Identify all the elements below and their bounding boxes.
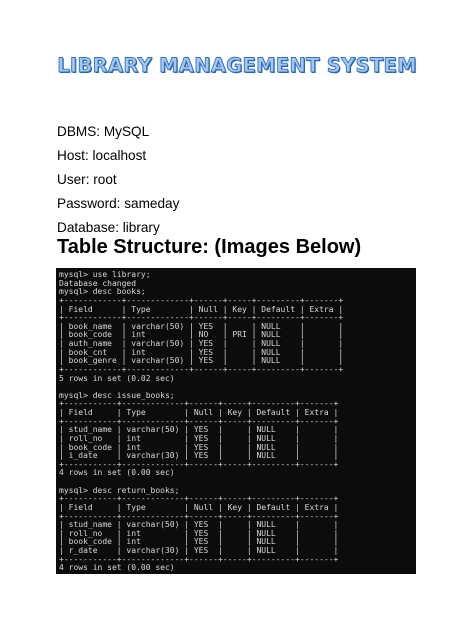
table-border: +-----------+-------------+------+-----+---------+-------+: [59, 554, 339, 564]
table-border: +------------+-------------+------+-----+---------+-------+: [59, 364, 344, 374]
table-border: +------------+-------------+------+-----+---------+-------+: [59, 295, 344, 305]
info-database: Database: library: [57, 220, 160, 235]
terminal-line: 5 rows in set (0.02 sec): [59, 373, 175, 383]
terminal-line: Database changed: [59, 278, 137, 288]
table-row: | roll_no | int | YES | | NULL | |: [59, 433, 339, 443]
terminal-line: mysql> desc return_books;: [59, 485, 180, 495]
table-border: +-----------+-------------+------+-----+---------+-------+: [59, 511, 339, 521]
table-header: | Field | Type | Null | Key | Default | Extra |: [59, 408, 339, 418]
table-row: | stud_name | varchar(50) | YES | | NULL | |: [59, 425, 339, 435]
table-row: | book_code | int | NO | PRI | NULL | |: [59, 330, 344, 340]
terminal-line: 4 rows in set (0.00 sec): [59, 563, 175, 573]
info-dbms: DBMS: MySQL: [57, 124, 150, 139]
info-user: User: root: [57, 172, 117, 187]
document-title: LIBRARY MANAGEMENT SYSTEM: [57, 54, 417, 77]
table-row: | book_genre | varchar(50) | YES | | NULL | |: [59, 356, 344, 366]
table-row: | book_cnt | int | YES | | NULL | |: [59, 347, 344, 357]
table-header: | Field | Type | Null | Key | Default | Extra |: [59, 502, 339, 512]
table-row: | book_code | int | YES | | NULL | |: [59, 442, 339, 452]
table-border: +------------+-------------+------+-----+---------+-------+: [59, 313, 344, 323]
table-row: | i_date | varchar(30) | YES | | NULL | |: [59, 451, 339, 461]
info-password: Password: sameday: [57, 196, 180, 211]
table-header: | Field | Type | Null | Key | Default | Extra |: [59, 304, 344, 314]
terminal-line: mysql> use library;: [59, 270, 151, 279]
table-border: +-----------+-------------+------+-----+---------+-------+: [59, 416, 339, 426]
table-row: | stud_name | varchar(50) | YES | | NULL | |: [59, 520, 339, 530]
table-border: +-----------+-------------+------+-----+---------+-------+: [59, 399, 339, 409]
terminal-line: 4 rows in set (0.00 sec): [59, 468, 175, 478]
terminal-line: mysql> desc books;: [59, 287, 146, 297]
table-border: +-----------+-------------+------+-----+---------+-------+: [59, 459, 339, 469]
table-row: | auth_name | varchar(50) | YES | | NULL | |: [59, 339, 344, 349]
table-row: | roll_no | int | YES | | NULL | |: [59, 528, 339, 538]
table-row: | book_code | int | YES | | NULL | |: [59, 537, 339, 547]
terminal-screenshot: [56, 268, 416, 574]
terminal-line: mysql> desc issue_books;: [59, 390, 175, 400]
table-border: +-----------+-------------+------+-----+---------+-------+: [59, 494, 339, 504]
info-host: Host: localhost: [57, 148, 147, 163]
table-row: | r_date | varchar(30) | YES | | NULL | |: [59, 546, 339, 556]
table-row: | book_name | varchar(50) | YES | | NULL | |: [59, 321, 344, 331]
section-heading: Table Structure: (Images Below): [57, 236, 362, 258]
